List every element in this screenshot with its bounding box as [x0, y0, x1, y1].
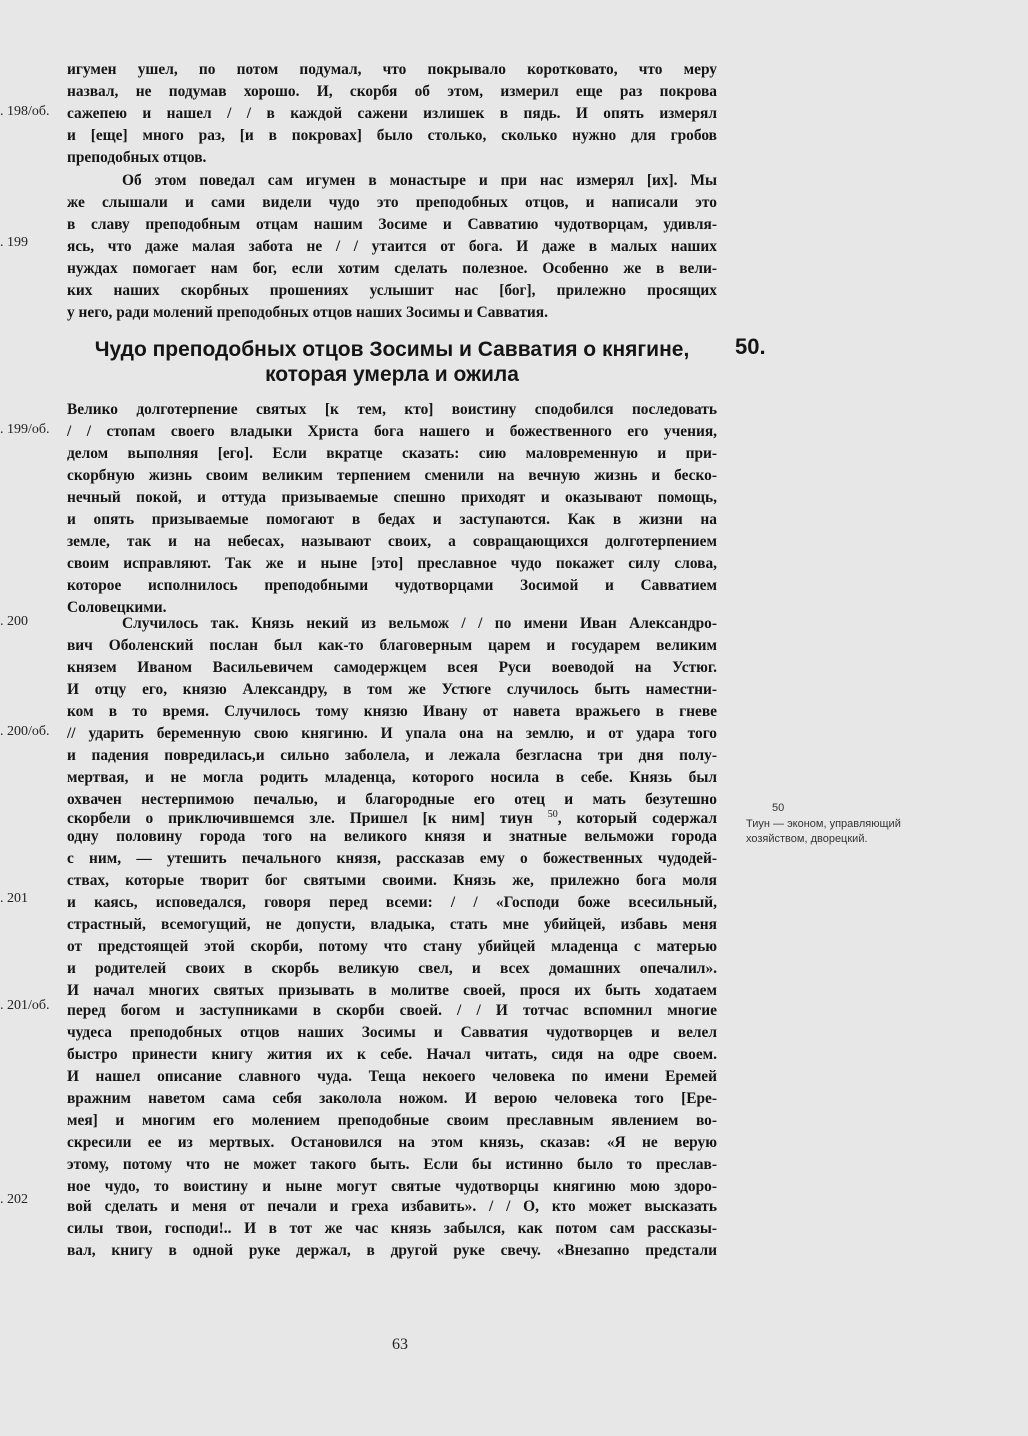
text-line: / / стопам своего владыки Христа бога нашего и божественного его учения, — [67, 423, 717, 440]
folio-reference: . 200/об. — [0, 724, 50, 739]
text-line: сажепею и нашел / / в каждой сажени излишек в пядь. И опять измерял — [67, 105, 717, 122]
page-number: 63 — [392, 1336, 408, 1353]
text-line: от предстоящей этой скорби, потому что стану убийцей младенца с матерью — [67, 938, 717, 955]
text-line: и каясь, исповедался, говоря перед всеми: / / «Господи боже всесильный, — [67, 894, 717, 911]
folio-reference: . 201/об. — [0, 998, 50, 1013]
text-line: нечный покой, и оттуда призываемые спешно приходят и оказывают помощь, — [67, 489, 717, 506]
folio-reference: . 199/об. — [0, 422, 50, 437]
text-line: игумен ушел, по потом подумал, что покрывало коротковато, что меру — [67, 61, 717, 78]
text-line: преподобных отцов. — [67, 149, 207, 166]
text-line: мея] и многим его молением преподобные своим преславным явлением во- — [67, 1112, 717, 1129]
text-line: И отцу его, князю Александру, в том же Устюге случилось быть наместни- — [67, 681, 717, 698]
text-line: Велико долготерпение святых [к тем, кто] воистину сподобился последовать — [67, 401, 717, 418]
text-line: которое исполнилось преподобными чудотворцами Зосимой и Савватием — [67, 577, 717, 594]
text-line: скорбную жизнь своим великим терпением сменили на вечную жизнь и беско- — [67, 467, 717, 484]
chapter-heading-line-2: которая умерла и ожила — [265, 363, 519, 386]
text-line: вич Оболенский послан был как-то благоверным царем и государем великим — [67, 637, 717, 654]
text-line: Соловецкими. — [67, 599, 167, 616]
text-line: ствах, которые творит бог святыми своими. Князь же, прилежно бога моля — [67, 872, 717, 889]
text-line: у него, ради молений преподобных отцов наших Зосимы и Савватия. — [67, 304, 548, 321]
text-line: вал, книгу в одной руке держал, в другой руке свечу. «Внезапно предстали — [67, 1242, 717, 1259]
text-line-with-footnote — [67, 804, 717, 826]
text-line: делом выполняя [его]. Если вкратце сказать: сию маловременную и при- — [67, 445, 717, 462]
footnote-number: 50 — [772, 802, 785, 814]
folio-reference: . 202 — [0, 1192, 28, 1207]
text-line: назвал, не подумав хорошо. И, скорбя об этом, измерил еще раз покрова — [67, 83, 717, 100]
text-line: Об этом поведал сам игумен в монастыре и при нас измерял [их]. Мы — [122, 172, 717, 189]
text-line: И начал многих святых призывать в молитве своей, прося их быть ходатаем — [67, 982, 717, 999]
text-line: нуждах помогает нам бог, если хотим сделать полезное. Особенно же в вели- — [67, 260, 717, 277]
text-line: силы твои, господи!.. И в тот же час князь забылся, как потом сам рассказы- — [67, 1220, 717, 1237]
text-line: одну половину города того на великого князя и знатные вельможи города — [67, 828, 717, 845]
text-line: вой сделать и меня от печали и греха избавить». / / О, кто может высказать — [67, 1198, 717, 1215]
text-line: этому, потому что не может такого быть. Если бы истинно было то преслав- — [67, 1156, 717, 1173]
text-line: // ударить беременную свою княгиню. И упала она на землю, и от удара того — [67, 725, 717, 742]
footnote-line: хозяйством, дворецкий. — [746, 833, 868, 845]
text-line: чудеса преподобных отцов наших Зосимы и Савватия чудотворцев и велел — [67, 1024, 717, 1041]
text-line: вражним наветом сама себя заколола ножом. И верою человека того [Ере- — [67, 1090, 717, 1107]
text-line: с ним, — утешить печального князя, рассказав ему о божественных чудодей- — [67, 850, 717, 867]
folio-reference: . 201 — [0, 891, 28, 906]
text-line: мертвая, и не могла родить младенца, которого носила в себе. Князь был — [67, 769, 717, 786]
text-line: и опять призываемые помогают в бедах и заступаются. Как в жизни на — [67, 511, 717, 528]
text-line: страстный, всемогущий, не допусти, владыка, стать мне убийцей, избавь меня — [67, 916, 717, 933]
text-line: Случилось так. Князь некий из вельмож / / по имени Иван Александро- — [122, 615, 717, 632]
text-fragment: скорбели о приключившемся зле. Пришел [к ним] тиун — [67, 810, 533, 826]
folio-reference: . 199 — [0, 235, 28, 250]
folio-reference: . 200 — [0, 614, 28, 629]
text-line: и [еще] много раз, [и в покровах] было столько, сколько нужно для гробов — [67, 127, 717, 144]
text-line: ком в то время. Случилось тому князю Ивану от навета вражьего в гневе — [67, 703, 717, 720]
text-line: князем Иваном Васильевичем самодержцем всея Руси воеводой на Устюг. — [67, 659, 717, 676]
folio-reference: . 198/об. — [0, 104, 50, 119]
text-line: И нашел описание славного чуда. Теща некоего человека по имени Еремей — [67, 1068, 717, 1085]
text-line: же слышали и сами видели чудо это преподобных отцов, и написали это — [67, 194, 717, 211]
footnote-reference[interactable]: 50 — [547, 809, 558, 820]
chapter-number: 50. — [735, 334, 766, 359]
text-line: скресили ее из мертвых. Остановился на этом князь, сказав: «Я не верую — [67, 1134, 717, 1151]
text-line: и падения повредилась,и сильно заболела, и лежала безгласна три дня полу- — [67, 747, 717, 764]
text-line: быстро принести книгу жития их к себе. Начал читать, сидя на одре своем. — [67, 1046, 717, 1063]
text-line: охвачен нестерпимою печалью, и благородные его отец и мать безутешно — [67, 791, 717, 808]
footnote-text — [746, 817, 971, 847]
text-line: перед богом и заступниками в скорби своей. / / И тотчас вспомнил многие — [67, 1002, 717, 1019]
footnote-line: Тиун — эконом, управляющий — [746, 818, 901, 830]
text-line: в славу преподобным отцам нашим Зосиме и Савватию чудотворцам, удивля- — [67, 216, 717, 233]
text-line: ное чудо, то воистину и ныне могут святые чудотворцы княгиню мою здоро- — [67, 1178, 717, 1195]
text-fragment: , который содержал — [557, 810, 717, 826]
chapter-heading-line-1: Чудо преподобных отцов Зосимы и Савватия о княгине, — [94, 338, 690, 361]
text-line: своим исправляют. Так же и ныне [это] преславное чудо покажет силу слова, — [67, 555, 717, 572]
text-line: земле, так и на небесах, называют своих, а совращающихся долготерпением — [67, 533, 717, 550]
text-line: ясь, что даже малая забота не / / утаится от бога. И даже в малых наших — [67, 238, 717, 255]
text-line: и родителей своих в скорбь великую свел, и всех домашних опечалил». — [67, 960, 717, 977]
text-line: ких наших скорбных прошениях услышит нас [бог], прилежно просящих — [67, 282, 717, 299]
